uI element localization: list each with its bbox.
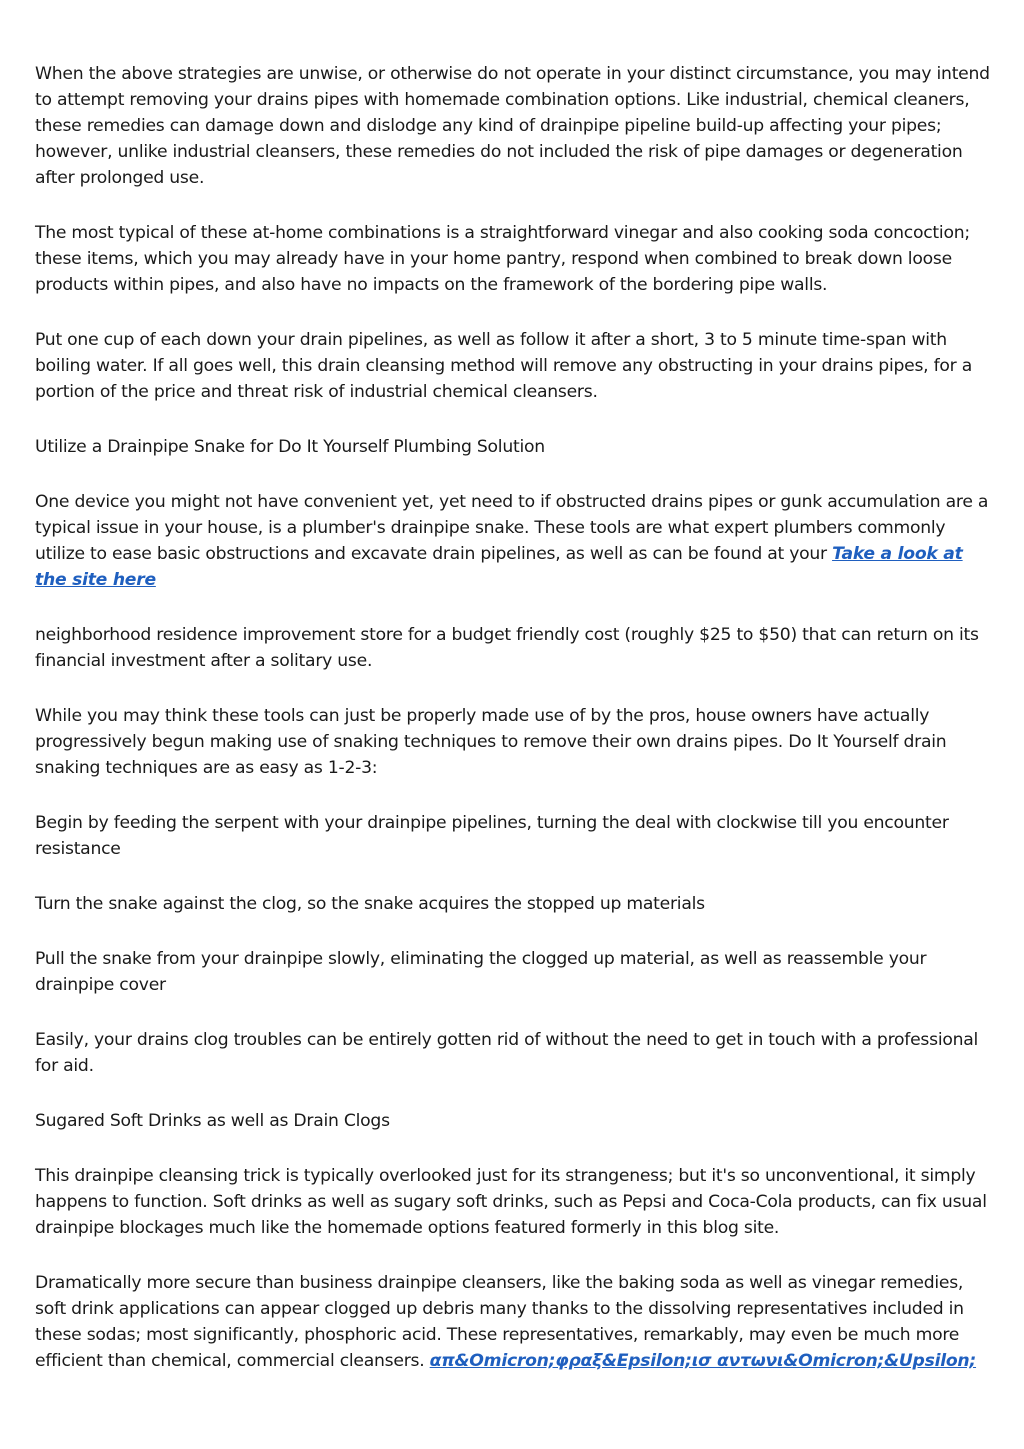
paragraph-budget-cost [35, 622, 990, 674]
step-text: Pull the snake from your drainpipe slowly, eliminating the clogged up material, as well as reassemble your drainpipe cover [35, 949, 927, 995]
document-page [35, 61, 990, 1403]
paragraph-easily [35, 1027, 990, 1079]
paragraph-text: Dramatically more secure than business drainpipe cleansers, like the baking soda as well as vinegar remedies, soft drink applications can appear clogged up debris many thanks to the dissolving representatives included in these sodas; most significantly, phosphoric acid. These representatives, remarkably, may even be much more efficient than chemical, commercial cleansers. [35, 1273, 964, 1371]
paragraph-snaking-techniques [35, 703, 990, 781]
paragraph-text: The most typical of these at-home combinations is a straightforward vinegar and also cooking soda concoction; these items, which you may already have in your home pantry, respond when combined to break down loose products within pipes, and also have no impacts on the framework of the bordering pipe walls. [35, 223, 970, 295]
site-link[interactable]: Take a look at the site here [35, 544, 963, 590]
step-pull-snake [35, 946, 990, 998]
section-heading-drain-snake [35, 434, 990, 460]
paragraph-boiling-water [35, 327, 990, 405]
paragraph-text: When the above strategies are unwise, or otherwise do not operate in your distinct circumstance, you may intend to attempt removing your drains pipes with homemade combination options. Like industrial, chemical cleaners, these remedies can damage down and dislodge any kind of drainpipe pipeline build-up affecting your pipes; however, unlike industrial cleansers, these remedies do not included the risk of pipe damages or degeneration after prolonged use. [35, 64, 990, 188]
step-feed-snake [35, 810, 990, 862]
paragraph-homemade-options [35, 61, 990, 191]
heading-text: Utilize a Drainpipe Snake for Do It Yourself Plumbing Solution [35, 437, 545, 457]
paragraph-soft-drinks-trick [35, 1163, 990, 1241]
greek-link[interactable]: απ&Omicron;φραξ&Epsilon;ισ αντωνι&Omicron;&Upsilon; [429, 1351, 977, 1371]
section-heading-soft-drinks [35, 1108, 990, 1134]
paragraph-text: Put one cup of each down your drain pipelines, as well as follow it after a short, 3 to 5 minute time-span with boiling water. If all goes well, this drain cleansing method will remove any obstructing in your drains pipes, for a portion of the price and threat risk of industrial chemical cleansers. [35, 330, 972, 402]
heading-text: Sugared Soft Drinks as well as Drain Clogs [35, 1111, 390, 1131]
step-turn-snake [35, 891, 990, 917]
paragraph-text: While you may think these tools can just be properly made use of by the pros, house owners have actually progressively begun making use of snaking techniques to remove their own drains pipes. Do It Yourself drain snaking techniques are as easy as 1-2-3: [35, 706, 947, 778]
paragraph-text: Easily, your drains clog troubles can be entirely gotten rid of without the need to get in touch with a professional for aid. [35, 1030, 979, 1076]
paragraph-text: This drainpipe cleansing trick is typically overlooked just for its strangeness; but it's so unconventional, it simply happens to function. Soft drinks as well as sugary soft drinks, such as Pepsi and Coca-Cola products, can fix usual drainpipe blockages much like the homemade options featured formerly in this blog site. [35, 1166, 987, 1238]
paragraph-text: neighborhood residence improvement store for a budget friendly cost (roughly $25 to $50) that can return on its financial investment after a solitary use. [35, 625, 979, 671]
step-text: Turn the snake against the clog, so the snake acquires the stopped up materials [35, 894, 705, 914]
paragraph-vinegar-soda [35, 220, 990, 298]
paragraph-phosphoric-acid [35, 1270, 990, 1374]
step-text: Begin by feeding the serpent with your drainpipe pipelines, turning the deal with clockwise till you encounter resistance [35, 813, 949, 859]
paragraph-text: One device you might not have convenient yet, yet need to if obstructed drains pipes or gunk accumulation are a typical issue in your house, is a plumber's drainpipe snake. These tools are what expert plumbers commonly utilize to ease basic obstructions and excavate drain pipelines, as well as can be found at your [35, 492, 989, 564]
paragraph-plumber-snake [35, 489, 990, 593]
